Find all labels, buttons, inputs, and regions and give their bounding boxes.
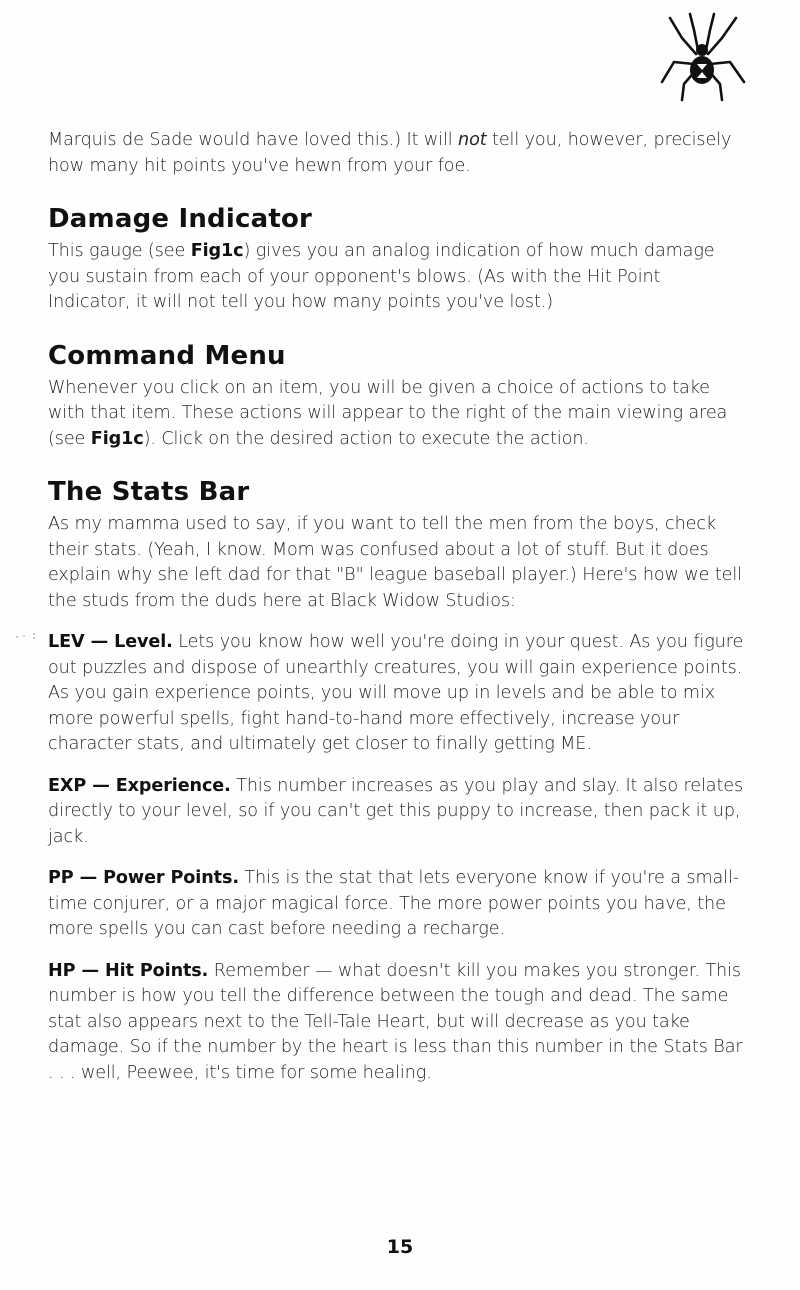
black-widow-spider-icon [652,12,752,102]
intro-text-start: Marquis de Sade would have loved this.) It will [48,130,459,150]
stat-term-experience: EXP — Experience. [48,775,231,796]
stat-item-hit-points [48,959,748,1087]
damage-indicator-paragraph [48,239,748,316]
stat-term-hit-points: HP — Hit Points. [48,960,209,981]
page-number: 15 [386,1236,414,1258]
stat-description-hit-points: Remember — what doesn't kill you makes you stronger. This number is how you tell the difference between the tough and dead. The same stat also appears next to the Tell-Tale Heart, but will decrease as you take damage. So if the number by the heart is less than this number in the Stats Bar . . . well, Peewee, it's time for some healing. [48,960,743,1083]
damage-indicator-text-end: ) gives you an analog indication of how much damage you sustain from each of your opponent's blows. (As with the Hit Point Indicator, it will not tell you how many points you've lost.) [48,241,715,312]
stat-term-power-points: PP — Power Points. [48,868,239,888]
stat-description-level: Lets you know how well you're doing in your quest. As you figure out puzzles and dispose of unearthly creatures, you will gain experience points. As you gain experience points, you will move up in levels and be able to mix more powerful spells, fight hand-to-hand more effectively, increase your character stats, and ultimately get closer to finally getting ME. [48,632,744,754]
damage-indicator-heading: Damage Indicator [48,204,313,234]
command-menu-paragraph [48,376,748,453]
stats-bar-intro-paragraph: As my mamma used to say, if you want to tell the men from the boys, check their stats. (Yeah, I know. Mom was confused about a lot of stuff. But it does explain why she left dad for that "B" league baseball player.) Here's how we tell the studs from the duds here at Black Widow Studios: [48,514,742,611]
intro-paragraph [48,128,748,179]
stat-description-power-points: This is the stat that lets everyone know if you're a small-time conjurer, or a major magical force. The more power points you have, the more spells you can cast before needing a recharge. [48,868,740,939]
damage-indicator-fig-ref: Fig1c [190,241,244,261]
command-menu-heading: Command Menu [48,340,286,371]
stat-term-level: LEV — Level. [48,632,173,652]
intro-emphasis: not [458,130,487,150]
command-menu-fig-ref: Fig1c [90,428,144,449]
stat-item-level [48,630,748,758]
stats-bar-heading: The Stats Bar [48,477,250,507]
intro-text-end: tell you, however, precisely how many hit points you've hewn from your foe. [48,130,732,176]
stat-description-experience: This number increases as you play and slay. It also relates directly to your level, so if you can't get this puppy to increase, then pack it up, jack. [48,775,744,847]
command-menu-text-start: Whenever you click on an item, you will be given a choice of actions to take with that item. These actions will appear to the right of the main viewing area (see [48,377,728,449]
damage-indicator-text-start: This gauge (see [48,241,191,261]
stat-item-experience [48,774,748,851]
stat-item-power-points [48,866,748,943]
scan-speck-decoration [14,632,38,640]
command-menu-text-end: ). Click on the desired action to execute the action. [143,428,589,449]
page-content [48,128,748,1086]
